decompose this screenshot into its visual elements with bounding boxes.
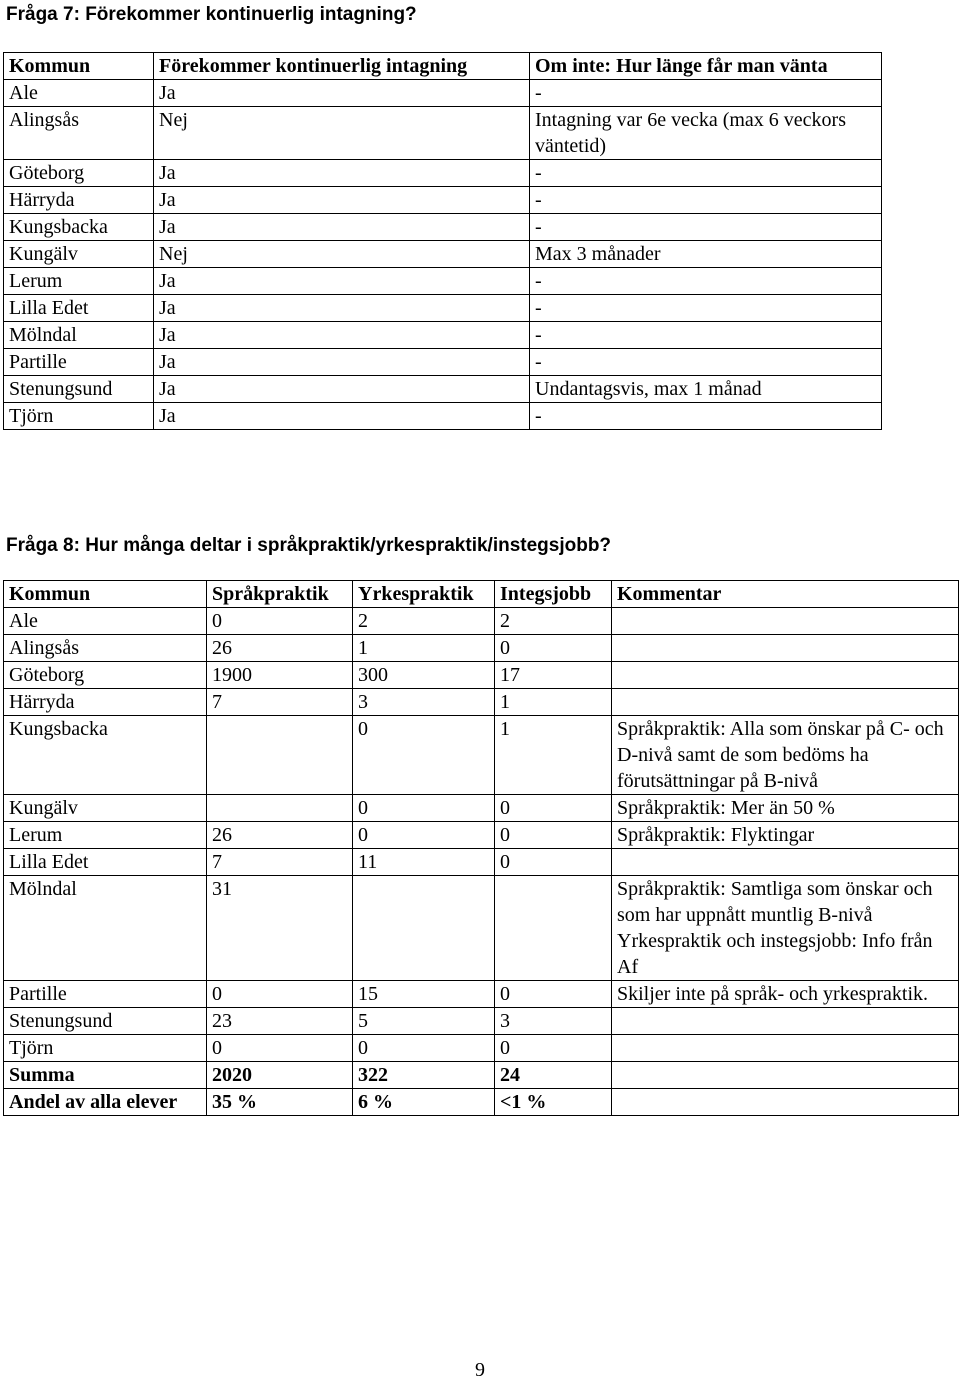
table-cell bbox=[612, 1062, 959, 1089]
table-cell: Ja bbox=[154, 80, 530, 107]
table-cell: Språkpraktik: Mer än 50 % bbox=[612, 795, 959, 822]
table-row bbox=[4, 241, 882, 268]
continuous-intake-table bbox=[3, 52, 882, 430]
table-cell: Alingsås bbox=[4, 635, 207, 662]
table-cell: 0 bbox=[495, 795, 612, 822]
table-cell: Tjörn bbox=[4, 403, 154, 430]
table-cell: Lilla Edet bbox=[4, 849, 207, 876]
table-cell: 0 bbox=[353, 1035, 495, 1062]
table-cell: - bbox=[530, 403, 882, 430]
table-cell: - bbox=[530, 80, 882, 107]
table-row bbox=[4, 376, 882, 403]
table-cell: 1900 bbox=[207, 662, 353, 689]
table-row bbox=[4, 1008, 959, 1035]
table-cell: 0 bbox=[207, 608, 353, 635]
table-cell: Nej bbox=[154, 107, 530, 160]
table-cell bbox=[207, 716, 353, 795]
table-cell: 24 bbox=[495, 1062, 612, 1089]
table-cell: <1 % bbox=[495, 1089, 612, 1116]
table-cell: Göteborg bbox=[4, 662, 207, 689]
table-cell: 7 bbox=[207, 689, 353, 716]
table-cell: 7 bbox=[207, 849, 353, 876]
table-cell: 31 bbox=[207, 876, 353, 981]
table-cell: Mölndal bbox=[4, 322, 154, 349]
table-row bbox=[4, 295, 882, 322]
table-cell: 0 bbox=[495, 981, 612, 1008]
column-header-sprakpraktik: Språkpraktik bbox=[207, 581, 353, 608]
table-cell: 0 bbox=[207, 981, 353, 1008]
table-cell bbox=[207, 795, 353, 822]
table-cell: Ja bbox=[154, 187, 530, 214]
table-cell: Intagning var 6e vecka (max 6 veckors väntetid) bbox=[530, 107, 882, 160]
table-cell: Lilla Edet bbox=[4, 295, 154, 322]
table-cell: Göteborg bbox=[4, 160, 154, 187]
table-row bbox=[4, 107, 882, 160]
table-cell: - bbox=[530, 214, 882, 241]
table-cell: Härryda bbox=[4, 187, 154, 214]
table-cell: 3 bbox=[353, 689, 495, 716]
table-row bbox=[4, 349, 882, 376]
column-header-continuous-intake: Förekommer kontinuerlig intagning bbox=[154, 53, 530, 80]
table-cell bbox=[612, 1035, 959, 1062]
table-cell: 23 bbox=[207, 1008, 353, 1035]
table-cell: 0 bbox=[207, 1035, 353, 1062]
table-cell: Ja bbox=[154, 214, 530, 241]
table-cell: Kungälv bbox=[4, 241, 154, 268]
column-header-kommun: Kommun bbox=[4, 581, 207, 608]
table-cell: Undantagsvis, max 1 månad bbox=[530, 376, 882, 403]
table-cell: - bbox=[530, 160, 882, 187]
table-cell: Ja bbox=[154, 268, 530, 295]
table-cell: 1 bbox=[353, 635, 495, 662]
table-cell: Alingsås bbox=[4, 107, 154, 160]
column-header-kommentar: Kommentar bbox=[612, 581, 959, 608]
table-cell: 322 bbox=[353, 1062, 495, 1089]
table-cell: 300 bbox=[353, 662, 495, 689]
table-cell: 1 bbox=[495, 689, 612, 716]
table-cell: Ja bbox=[154, 295, 530, 322]
table-row bbox=[4, 403, 882, 430]
question-7-heading: Fråga 7: Förekommer kontinuerlig intagning? bbox=[6, 4, 417, 25]
table-cell: 0 bbox=[495, 1035, 612, 1062]
table-cell: 2 bbox=[353, 608, 495, 635]
table-cell: 26 bbox=[207, 822, 353, 849]
table-cell: 5 bbox=[353, 1008, 495, 1035]
table-cell: Tjörn bbox=[4, 1035, 207, 1062]
table-cell: Mölndal bbox=[4, 876, 207, 981]
table-cell: 0 bbox=[495, 822, 612, 849]
table-cell: Partille bbox=[4, 981, 207, 1008]
table-header-row bbox=[4, 53, 882, 80]
table-cell: 3 bbox=[495, 1008, 612, 1035]
table-cell: Kungälv bbox=[4, 795, 207, 822]
table-cell: Språkpraktik: Flyktingar bbox=[612, 822, 959, 849]
table-cell: Lerum bbox=[4, 822, 207, 849]
table-row bbox=[4, 981, 959, 1008]
table-cell: Kungsbacka bbox=[4, 214, 154, 241]
table-cell: Härryda bbox=[4, 689, 207, 716]
table-row bbox=[4, 689, 959, 716]
table-cell: 0 bbox=[353, 716, 495, 795]
table-cell: - bbox=[530, 295, 882, 322]
table-cell: 26 bbox=[207, 635, 353, 662]
table-row bbox=[4, 268, 882, 295]
column-header-integsjobb: Integsjobb bbox=[495, 581, 612, 608]
table-cell bbox=[495, 876, 612, 981]
column-header-kommun: Kommun bbox=[4, 53, 154, 80]
column-header-yrkespraktik: Yrkespraktik bbox=[353, 581, 495, 608]
table-cell bbox=[353, 876, 495, 981]
table-cell: 1 bbox=[495, 716, 612, 795]
table-cell: - bbox=[530, 349, 882, 376]
table-cell: Ja bbox=[154, 376, 530, 403]
table-cell: Andel av alla elever bbox=[4, 1089, 207, 1116]
table-cell: Nej bbox=[154, 241, 530, 268]
table-row bbox=[4, 795, 959, 822]
table-cell: Skiljer inte på språk- och yrkespraktik. bbox=[612, 981, 959, 1008]
table-cell: 15 bbox=[353, 981, 495, 1008]
table-cell bbox=[612, 1089, 959, 1116]
table-cell: - bbox=[530, 322, 882, 349]
table-row bbox=[4, 822, 959, 849]
total-row bbox=[4, 1062, 959, 1089]
table-row bbox=[4, 716, 959, 795]
total-row bbox=[4, 1089, 959, 1116]
table-cell: 0 bbox=[353, 795, 495, 822]
table-cell: Lerum bbox=[4, 268, 154, 295]
table-row bbox=[4, 849, 959, 876]
table-row bbox=[4, 876, 959, 981]
table-cell: 0 bbox=[353, 822, 495, 849]
table-cell: 17 bbox=[495, 662, 612, 689]
table-row bbox=[4, 80, 882, 107]
table-row bbox=[4, 160, 882, 187]
table-cell: Språkpraktik: Samtliga som önskar och som har uppnått muntlig B-nivå Yrkespraktik och instegsjobb: Info från Af bbox=[612, 876, 959, 981]
table-cell: Ale bbox=[4, 608, 207, 635]
table-cell: 6 % bbox=[353, 1089, 495, 1116]
table-cell: 0 bbox=[495, 849, 612, 876]
table-cell: Kungsbacka bbox=[4, 716, 207, 795]
table-row bbox=[4, 322, 882, 349]
table-cell: Ja bbox=[154, 160, 530, 187]
table-cell: 11 bbox=[353, 849, 495, 876]
table-cell: Stenungsund bbox=[4, 1008, 207, 1035]
table-cell: Språkpraktik: Alla som önskar på C- och D-nivå samt de som bedöms ha förutsättningar på B-nivå bbox=[612, 716, 959, 795]
table-cell bbox=[612, 608, 959, 635]
table-cell: Ale bbox=[4, 80, 154, 107]
table-cell: Stenungsund bbox=[4, 376, 154, 403]
table-cell: Summa bbox=[4, 1062, 207, 1089]
table-cell: Max 3 månader bbox=[530, 241, 882, 268]
table-row bbox=[4, 214, 882, 241]
table-row bbox=[4, 1035, 959, 1062]
page-number: 9 bbox=[475, 1359, 485, 1381]
table-row bbox=[4, 635, 959, 662]
table-row bbox=[4, 187, 882, 214]
table-header-row bbox=[4, 581, 959, 608]
internship-participation-table bbox=[3, 580, 959, 1116]
table-cell bbox=[612, 1008, 959, 1035]
table-cell: Ja bbox=[154, 403, 530, 430]
table-row bbox=[4, 662, 959, 689]
table-cell: 2 bbox=[495, 608, 612, 635]
table-cell bbox=[612, 689, 959, 716]
table-cell: Ja bbox=[154, 322, 530, 349]
table-cell bbox=[612, 849, 959, 876]
table-cell bbox=[612, 662, 959, 689]
table-cell: - bbox=[530, 268, 882, 295]
question-8-heading: Fråga 8: Hur många deltar i språkpraktik/yrkespraktik/instegsjobb? bbox=[6, 535, 612, 556]
table-cell: 2020 bbox=[207, 1062, 353, 1089]
table-row bbox=[4, 608, 959, 635]
column-header-wait-time: Om inte: Hur länge får man vänta bbox=[530, 53, 882, 80]
table-cell bbox=[612, 635, 959, 662]
table-cell: - bbox=[530, 187, 882, 214]
table-cell: Ja bbox=[154, 349, 530, 376]
table-cell: 0 bbox=[495, 635, 612, 662]
table-cell: 35 % bbox=[207, 1089, 353, 1116]
table-cell: Partille bbox=[4, 349, 154, 376]
